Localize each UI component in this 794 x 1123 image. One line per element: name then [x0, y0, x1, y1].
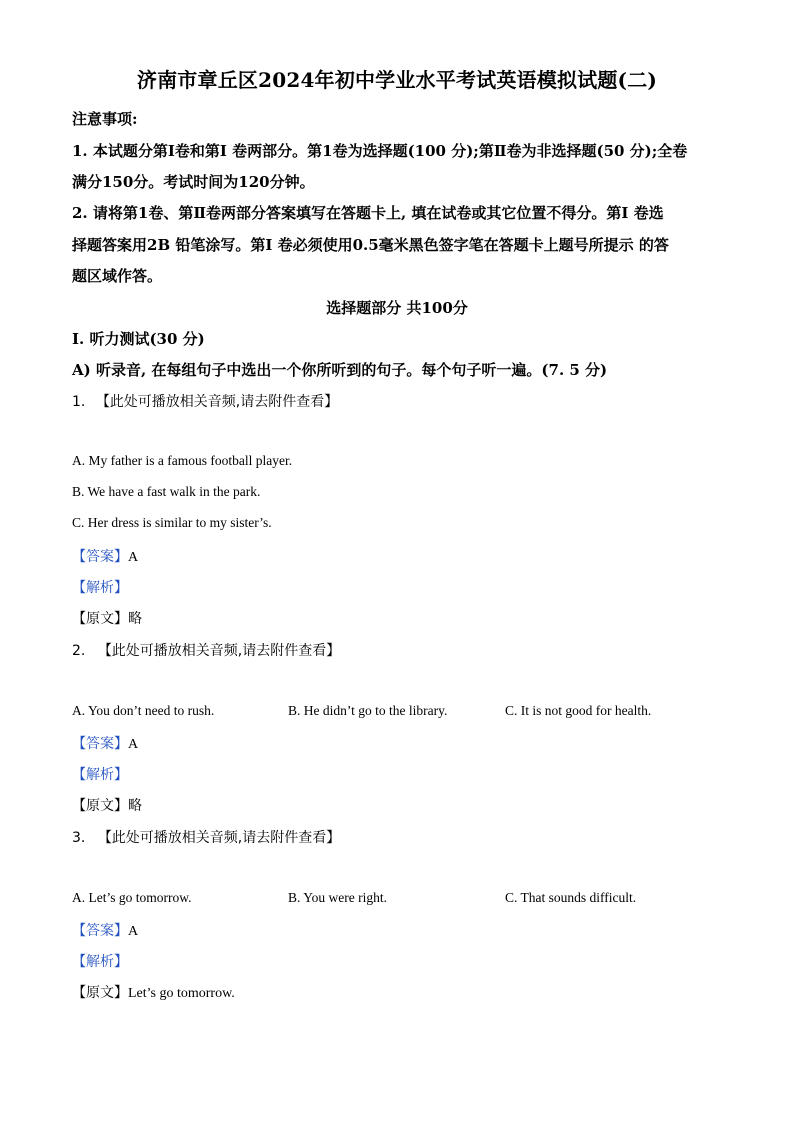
question-3-answer [72, 920, 138, 940]
analysis-label: 【解析】 [72, 767, 128, 783]
original-label: 【原文】 [72, 798, 128, 814]
notice-p2-line3: 题区域作答。 [72, 267, 163, 285]
audio-placeholder: 【此处可播放相关音频,请去附件查看】 [95, 394, 339, 410]
question-3 [72, 827, 340, 847]
question-3-option-a: A. Let’s go tomorrow. [72, 890, 192, 905]
analysis-label: 【解析】 [72, 580, 128, 596]
section-title: 选择题部分 共100分 [326, 299, 468, 317]
original-value: Let’s go tomorrow. [128, 986, 235, 1001]
original-label: 【原文】 [72, 611, 128, 627]
question-2-option-c: C. It is not good for health. [505, 703, 652, 718]
answer-label: 【答案】 [72, 923, 128, 939]
original-label: 【原文】 [72, 985, 128, 1001]
part-1-heading: I. 听力测试(30 分) [72, 330, 205, 348]
audio-placeholder: 【此处可播放相关音频,请去附件查看】 [97, 830, 341, 846]
analysis-label: 【解析】 [72, 954, 128, 970]
question-2-original [72, 795, 142, 815]
original-value: 略 [128, 798, 142, 814]
part-a-instructions: A) 听录音, 在每组句子中选出一个你所听到的句子。每个句子听一遍。(7. 5 分) [72, 361, 608, 379]
question-2 [72, 640, 340, 660]
question-1-original [72, 608, 142, 628]
question-3-analysis [72, 951, 128, 971]
answer-value: A [128, 550, 139, 565]
question-number: 3. [72, 830, 86, 846]
question-1-answer [72, 546, 138, 566]
question-number: 2. [72, 643, 86, 659]
answer-value: A [128, 737, 139, 752]
notice-p2-line1: 2. 请将第1卷、第Ⅱ卷两部分答案填写在答题卡上, 填在试卷或其它位置不得分。第Ⅰ 卷选 [72, 204, 664, 222]
question-2-answer [72, 733, 138, 753]
notice-p1-line1: 1. 本试题分第Ⅰ卷和第Ⅰ 卷两部分。第1卷为选择题(100 分);第Ⅱ卷为非选择题(50 分);全卷 [72, 142, 688, 160]
question-1-option-a: A. My father is a famous football player. [72, 453, 293, 468]
notice-heading: 注意事项: [72, 110, 138, 128]
notice-p1-line2: 满分150分。考试时间为120分钟。 [72, 173, 315, 191]
question-3-original [72, 982, 235, 1002]
answer-label: 【答案】 [72, 549, 128, 565]
question-2-option-a: A. You don’t need to rush. [72, 703, 215, 718]
question-3-option-b: B. You were right. [288, 890, 388, 905]
question-2-analysis [72, 764, 128, 784]
question-1-option-b: B. We have a fast walk in the park. [72, 484, 261, 499]
original-value: 略 [128, 611, 142, 627]
question-1-analysis [72, 577, 128, 597]
question-1 [72, 391, 338, 411]
answer-label: 【答案】 [72, 736, 128, 752]
page-title: 济南市章丘区2024年初中学业水平考试英语模拟试题(二) [136, 68, 658, 92]
answer-value: A [128, 924, 139, 939]
notice-p2-line2: 择题答案用2B 铅笔涂写。第Ⅰ 卷必须使用0.5毫米黑色签字笔在答题卡上题号所提示 的答 [72, 236, 669, 254]
question-3-option-c: C. That sounds difficult. [505, 890, 637, 905]
question-1-option-c: C. Her dress is similar to my sister’s. [72, 515, 272, 530]
question-number: 1. [72, 394, 86, 410]
audio-placeholder: 【此处可播放相关音频,请去附件查看】 [97, 643, 341, 659]
question-2-option-b: B. He didn’t go to the library. [288, 703, 448, 718]
